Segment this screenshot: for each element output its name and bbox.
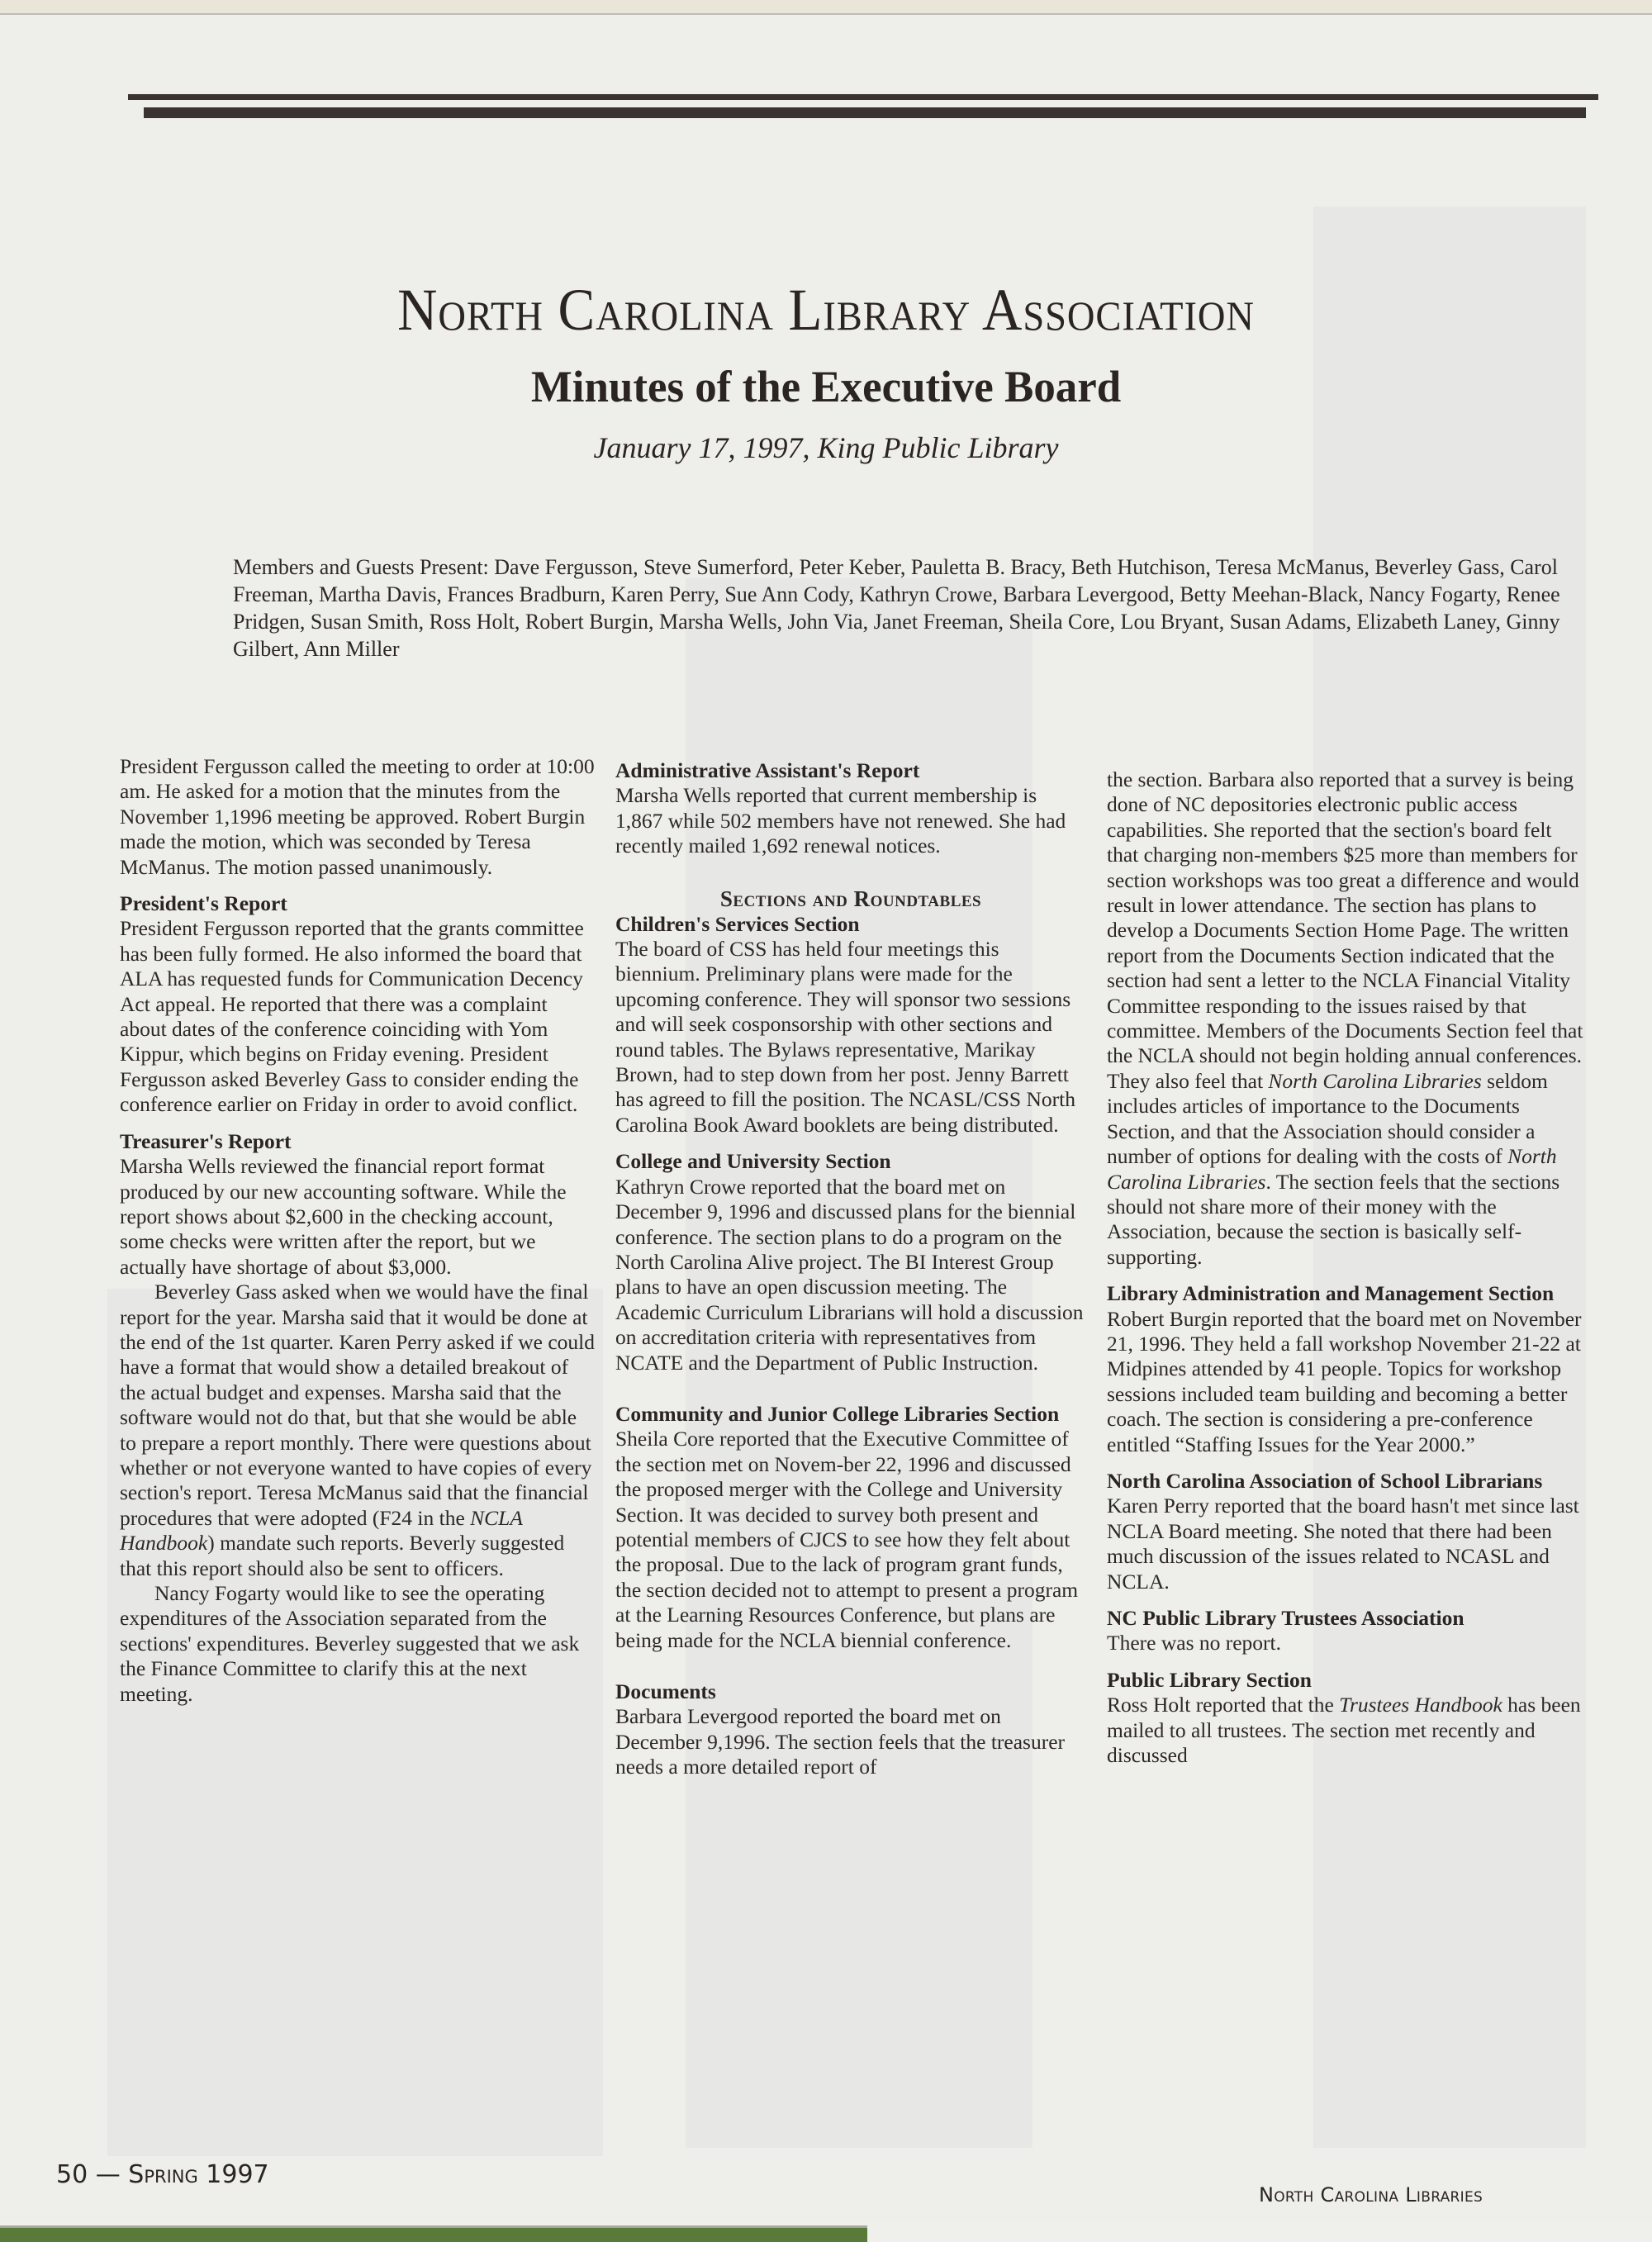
publication-title-italic: NCLA Handbook: [120, 1505, 523, 1556]
section-heading: Documents: [615, 1679, 716, 1703]
body-text: ) mandate such reports. Beverly suggested that this report should also be sent to officers.: [120, 1531, 565, 1580]
section-body: Kathryn Crowe reported that the board met on December 9, 1996 and discussed plans for the biennial conference. The section plans to do a program on the North Carolina Alive project. The BI Interest Group plans to have an open discussion meeting. The Academic Curriculum Librarians will hold a discussion on accreditation criteria with representatives from NCATE and the Department of Public Instruction.: [615, 1174, 1084, 1375]
section-body: [1107, 1693, 1586, 1768]
section-body: President Fergusson reported that the grants committee has been fully formed. He also informed the board that ALA has requested funds for Communication Decency Act appeal. He reported that there was a complaint about dates of the conference coinciding with Yom Kippur, which begins on Friday evening. President Fergusson asked Beverley Gass to consider ending the conference earlier on Friday in order to avoid conflict.: [120, 916, 584, 1117]
section-heading: Community and Junior College Libraries Section: [615, 1401, 1060, 1426]
opening-paragraph: President Fergusson called the meeting to order at 10:00 am. He asked for a motion that the minutes from the November 1,1996 meeting be approved. Robert Burgin made the motion, which was seconded by Teresa McManus. The motion passed unanimously.: [120, 754, 595, 879]
section-body: Karen Perry reported that the board hasn't met since last NCLA Board meeting. She noted that there had been much discussion of the issues related to NCASL and NCLA.: [1107, 1494, 1579, 1594]
section-heading: College and University Section: [615, 1149, 891, 1174]
column-3: [1107, 767, 1586, 1768]
page-number: 50: [56, 2160, 88, 2189]
section-heading: Public Library Section: [1107, 1667, 1312, 1692]
section-heading: Children's Services Section: [615, 911, 860, 936]
section-body: Marsha Wells reviewed the financial report format produced by our new accounting software. While the report shows about $2,600 in the checking account, some checks were written after the report, but we actually have shortage of about $3,000.: [120, 1154, 567, 1279]
section-body: Nancy Fogarty would like to see the operating expenditures of the Association separated from the sections' expenditures. Beverley suggested that we ask the Finance Committee to clarify this at the next meeting.: [120, 1581, 580, 1706]
section-body: Robert Burgin reported that the board met on November 21, 1996. They held a fall workshop November 21-22 at Midpines attended by 41 people. Topics for workshop sessions included team building and becoming a better coach. The section is considering a pre-conference entitled “Staffing Issues for the Year 2000.”: [1107, 1306, 1582, 1456]
scan-top-edge: [0, 0, 1652, 15]
body-text: has been mailed to all trustees. The section met recently and discussed: [1107, 1693, 1581, 1768]
body-text: . The section feels that the sections should not share more of their money with the Association, because the section is basically self-supporting.: [1107, 1169, 1560, 1269]
body-text: Ross Holt reported that the: [1107, 1693, 1340, 1717]
section-heading: President's Report: [120, 891, 287, 916]
body-text: the section. Barbara also reported that a survey is being done of NC depositories electronic public access capabilities. She reported that the section's board felt that charging non-members $25 more than members for section workshops was too great a difference and would result in lower attendance. The section has plans to develop a Documents Section Home Page. The written report from the Documents Section indicated that the section had sent a letter to the NCLA Financial Vitality Committee responding to the issues raised by that committee. Members of the Documents Section feel that the NCLA should not begin holding annual conferences. They also feel that: [1107, 767, 1583, 1093]
section-body: The board of CSS has held four meetings this biennium. Preliminary plans were made for the upcoming conference. They will sponsor two sessions and will seek cosponsorship with other sections and round tables. The Bylaws representative, Marikay Brown, had to step down from her post. Jenny Barrett has agreed to fill the position. The NCASL/CSS North Carolina Book Award booklets are being distributed.: [615, 937, 1075, 1137]
column-2: [615, 758, 1086, 1780]
footer-separator: —: [95, 2160, 121, 2189]
section-heading: Administrative Assistant's Report: [615, 758, 920, 782]
attendees-label: Members and Guests Present:: [233, 555, 489, 579]
section-body-continued: [1107, 767, 1586, 1270]
attendees-names: Dave Fergusson, Steve Sumerford, Peter Keber, Pauletta B. Bracy, Beth Hutchison, Teresa McManus, Beverley Gass, Carol Freeman, Martha Davis, Frances Bradburn, Karen Perry, Sue Ann Cody, Kathryn Crowe, Barbara Levergood, Betty Meehan-Black, Nancy Fogarty, Renee Pridgen, Susan Smith, Ross Holt, Robert Burgin, Marsha Wells, John Via, Janet Freeman, Sheila Core, Lou Bryant, Susan Adams, Elizabeth Laney, Ginny Gilbert, Ann Miller: [233, 555, 1560, 661]
section-body: Marsha Wells reported that current membership is 1,867 while 502 members have not renewed. She had recently mailed 1,692 renewal notices.: [615, 783, 1066, 858]
section-heading: North Carolina Association of School Librarians: [1107, 1468, 1543, 1493]
section-body: Sheila Core reported that the Executive Committee of the section met on Novem-ber 22, 1996 and discussed the proposed merger with the College and University Section. It was decided to survey both present and potential members of CJCS to see how they felt about the proposal. Due to the lack of program grant funds, the section decided not to attempt to present a program at the Learning Resources Conference, but plans are being made for the NCLA biennial conference.: [615, 1427, 1079, 1652]
masthead: [0, 273, 1652, 468]
sections-roundtables-banner: Sections and Roundtables: [719, 886, 982, 911]
publication-title-italic: North Carolina Libraries: [1107, 1144, 1557, 1194]
section-body: [120, 1280, 595, 1581]
attendees-list: [233, 553, 1563, 663]
header-rule-thick: [144, 107, 1586, 118]
section-body: Barbara Levergood reported the board met on December 9,1996. The section feels that the treasurer needs a more detailed report of: [615, 1704, 1066, 1779]
publication-title-italic: Trustees Handbook: [1339, 1693, 1502, 1717]
issue-season: Spring 1997: [128, 2160, 269, 2189]
publication-name-footer: North Carolina Libraries: [1259, 2183, 1483, 2206]
scan-bottom-edge: [0, 2225, 867, 2242]
section-body: There was no report.: [1107, 1631, 1281, 1655]
publication-title-italic: North Carolina Libraries: [1268, 1068, 1482, 1093]
meeting-date-location: January 17, 1997, King Public Library: [593, 431, 1059, 464]
body-text: Beverley Gass asked when we would have the final report for the year. Marsha said that it would be done at the end of the 1st quarter. Karen Perry asked if we could have a format that would show a detailed breakout of the actual budget and expenses. Marsha said that the software would not do that, but that she would be able to prepare a report monthly. There were questions about whether or not everyone wanted to have copies of every section's report. Teresa McManus said that the financial procedures that were adopted (F24 in the: [120, 1280, 595, 1530]
page-footer-left: [56, 2160, 269, 2189]
section-heading: Library Administration and Management Section: [1107, 1281, 1555, 1306]
header-rule-thin: [128, 94, 1598, 100]
column-1: [120, 754, 595, 1707]
section-heading: NC Public Library Trustees Association: [1107, 1606, 1464, 1630]
document-subtitle: Minutes of the Executive Board: [530, 362, 1122, 411]
body-text: seldom includes articles of importance to the Documents Section, and that the Association should consider a number of options for dealing with the costs of: [1107, 1068, 1548, 1169]
organization-title: North Carolina Library Association: [397, 277, 1255, 343]
section-heading: Treasurer's Report: [120, 1128, 292, 1153]
